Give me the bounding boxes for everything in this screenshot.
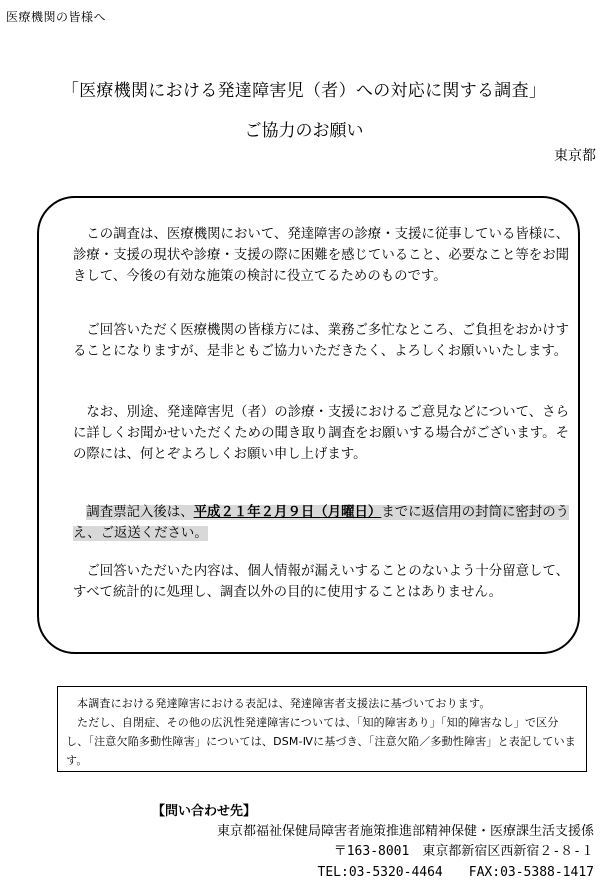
- addressee: 医療機関の皆様へ: [6, 10, 107, 24]
- deadline-instruction: までに返信用の封筒に密封のうえ、ご返送ください。: [73, 505, 569, 541]
- contact-address: 〒163-8001 東京都新宿区西新宿２-８-１: [333, 844, 594, 859]
- interview-paragraph: なお、別途、発達障害児（者）の診療・支援におけるご意見などについて、さらに詳しくお聞かせいただくための聞き取り調査をお願いする場合がございます。その際には、何とぞよろしくお願い申し上げます。: [73, 405, 569, 462]
- deadline-paragraph: [73, 502, 569, 544]
- note-line-2: ただし、自閉症、その他の広汎性発達障害については、「知的障害あり」「知的障害なし」で区分し、「注意欠陥多動性障害」については、DSM-Ⅳに基づき、「注意欠陥／多動性障害」と表記しています。: [66, 716, 577, 767]
- contact-phone-fax: TEL:03-5320-4464 FAX:03-5388-1417: [317, 865, 594, 880]
- deadline-date: 平成２１年２月９日（月曜日）: [193, 505, 382, 520]
- note-line-1: 本調査における発達障害における表記は、発達障害者支援法に基づいております。: [77, 697, 491, 710]
- contact-department: 東京都福祉保健局障害者施策推進部精神保健・医療課生活支援係: [216, 824, 594, 839]
- cooperation-paragraph: ご回答いただく医療機関の皆様方には、業務ご多忙なところ、ご負担をおかけすることになりますが、是非ともご協力いただきたく、よろしくお願いいたします。: [73, 323, 569, 359]
- document-title: 「医療機関における発達障害児（者）への対応に関する調査」: [61, 81, 547, 101]
- issuer: 東京都: [554, 148, 596, 164]
- privacy-paragraph: ご回答いただいた内容は、個人情報が漏えいすることのないよう十分留意して、すべて統計的に処理し、調査以外の目的に使用することはありません。: [73, 564, 569, 600]
- terminology-note: [57, 686, 587, 772]
- deadline-intro: 調査票記入後は、: [86, 505, 194, 520]
- contact-heading: 【問い合わせ先】: [152, 804, 257, 819]
- document-subtitle: ご協力のお願い: [244, 121, 364, 141]
- purpose-paragraph: この調査は、医療機関において、発達障害の診療・支援に従事している皆様に、診療・支援の現状や診療・支援の際に困難を感じていること、必要なこと等をお聞きして、今後の有効な施策の検討に役立てるためのものです。: [73, 227, 569, 284]
